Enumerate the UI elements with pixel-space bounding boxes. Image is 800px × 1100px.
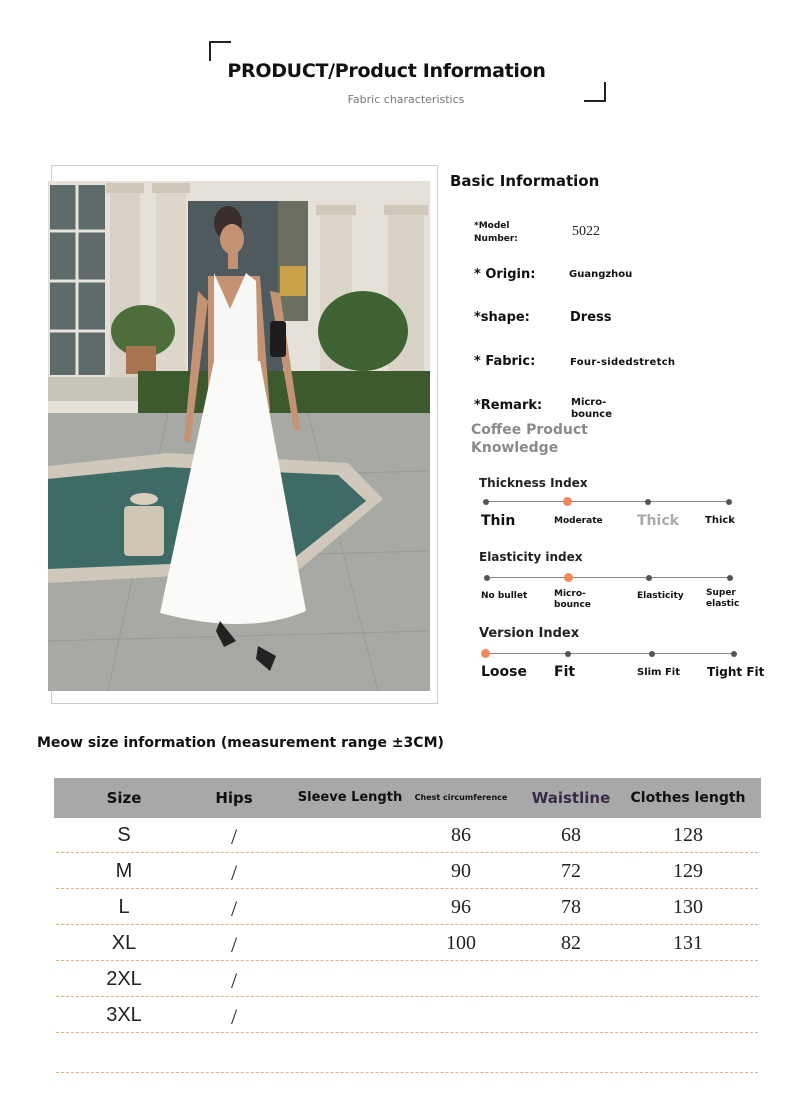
thickness-option-2: Moderate <box>554 516 603 526</box>
table-row-divider <box>56 1072 758 1073</box>
thickness-option-4: Thick <box>705 515 735 526</box>
size-table-header-5: Waistline <box>531 789 611 807</box>
size-table-cell: 131 <box>673 932 703 954</box>
page-subtitle: Fabric characteristics <box>347 93 465 106</box>
size-table-cell: 72 <box>561 860 581 882</box>
origin-value: Guangzhou <box>569 269 633 280</box>
model-number-label: *Model Number: <box>474 221 518 244</box>
size-table-header-4: Chest circumference <box>414 793 508 802</box>
model-number-value: 5022 <box>572 224 600 239</box>
thickness-dot-1 <box>483 499 489 505</box>
elasticity-dot-4 <box>727 575 733 581</box>
size-table-cell: 90 <box>451 860 471 882</box>
version-option-3: Slim Fit <box>637 667 680 678</box>
origin-label: * Origin: <box>474 267 536 282</box>
size-table-cell: 68 <box>561 824 581 846</box>
table-row-divider <box>56 996 758 997</box>
table-row-divider <box>56 852 758 853</box>
size-table-cell: / <box>230 968 238 993</box>
size-table-cell: M <box>115 860 133 882</box>
fabric-label: * Fabric: <box>474 354 536 369</box>
remark-value: Micro-bounce <box>571 397 612 420</box>
size-table-header-3: Sleeve Length <box>297 790 403 805</box>
thickness-scale-line <box>485 501 730 502</box>
corner-bracket-top-left <box>209 41 231 61</box>
thickness-option-1: Thin <box>481 513 516 529</box>
size-table-cell: 86 <box>451 824 471 846</box>
table-row-divider <box>56 888 758 889</box>
elasticity-dot-2 <box>564 573 573 582</box>
version-option-2: Fit <box>554 664 576 680</box>
elasticity-scale-line <box>486 577 731 578</box>
elasticity-option-2: Micro-bounce <box>554 589 591 610</box>
size-table-cell: L <box>118 896 130 918</box>
version-index-title: Version Index <box>479 626 580 641</box>
size-table-cell: 82 <box>561 932 581 954</box>
size-info-heading: Meow size information (measurement range ±3CM) <box>37 735 444 751</box>
version-dot-4 <box>731 651 737 657</box>
size-table-header-2: Hips <box>215 789 253 807</box>
size-table-cell: 100 <box>446 932 476 954</box>
shape-label: *shape: <box>474 310 530 325</box>
thickness-option-3: Thick <box>637 513 679 529</box>
fabric-value: Four-sidedstretch <box>570 357 676 368</box>
version-option-4: Tight Fit <box>707 665 765 679</box>
elasticity-option-1: No bullet <box>481 591 528 601</box>
size-table-cell: 96 <box>451 896 471 918</box>
size-table-cell: 130 <box>673 896 703 918</box>
size-table-header-1: Size <box>106 789 142 807</box>
size-table-cell: / <box>230 932 238 957</box>
size-table-cell: S <box>117 824 131 846</box>
version-dot-1 <box>481 649 490 658</box>
thickness-index-title: Thickness Index <box>479 476 588 490</box>
knowledge-heading: Coffee Product Knowledge <box>471 422 588 456</box>
elasticity-dot-1 <box>484 575 490 581</box>
size-table-cell: 128 <box>673 824 703 846</box>
version-option-1: Loose <box>481 664 527 680</box>
basic-info-heading: Basic Information <box>450 172 600 190</box>
elasticity-option-3: Elasticity <box>637 591 684 601</box>
size-table-cell: / <box>230 824 238 849</box>
elasticity-dot-3 <box>646 575 652 581</box>
thickness-dot-4 <box>726 499 732 505</box>
product-photo <box>48 181 430 691</box>
size-table-cell: XL <box>111 932 137 954</box>
size-table-cell: / <box>230 896 238 921</box>
elasticity-index-title: Elasticity index <box>479 550 583 564</box>
table-row-divider <box>56 1032 758 1033</box>
size-table-header-6: Clothes length <box>630 790 746 806</box>
thickness-dot-3 <box>645 499 651 505</box>
size-table-cell: 2XL <box>106 968 142 990</box>
version-dot-3 <box>649 651 655 657</box>
size-table-cell: / <box>230 1004 238 1029</box>
thickness-dot-2 <box>563 497 572 506</box>
table-row-divider <box>56 924 758 925</box>
size-table-cell: 3XL <box>106 1004 142 1026</box>
elasticity-option-4: Super elastic <box>706 588 740 609</box>
remark-label: *Remark: <box>474 398 543 413</box>
shape-value: Dress <box>570 310 612 325</box>
table-row-divider <box>56 960 758 961</box>
version-scale-line <box>485 653 735 654</box>
version-dot-2 <box>565 651 571 657</box>
size-table-cell: 78 <box>561 896 581 918</box>
size-table-cell: 129 <box>673 860 703 882</box>
page-title: PRODUCT/Product Information <box>227 60 546 82</box>
size-table-cell: / <box>230 860 238 885</box>
